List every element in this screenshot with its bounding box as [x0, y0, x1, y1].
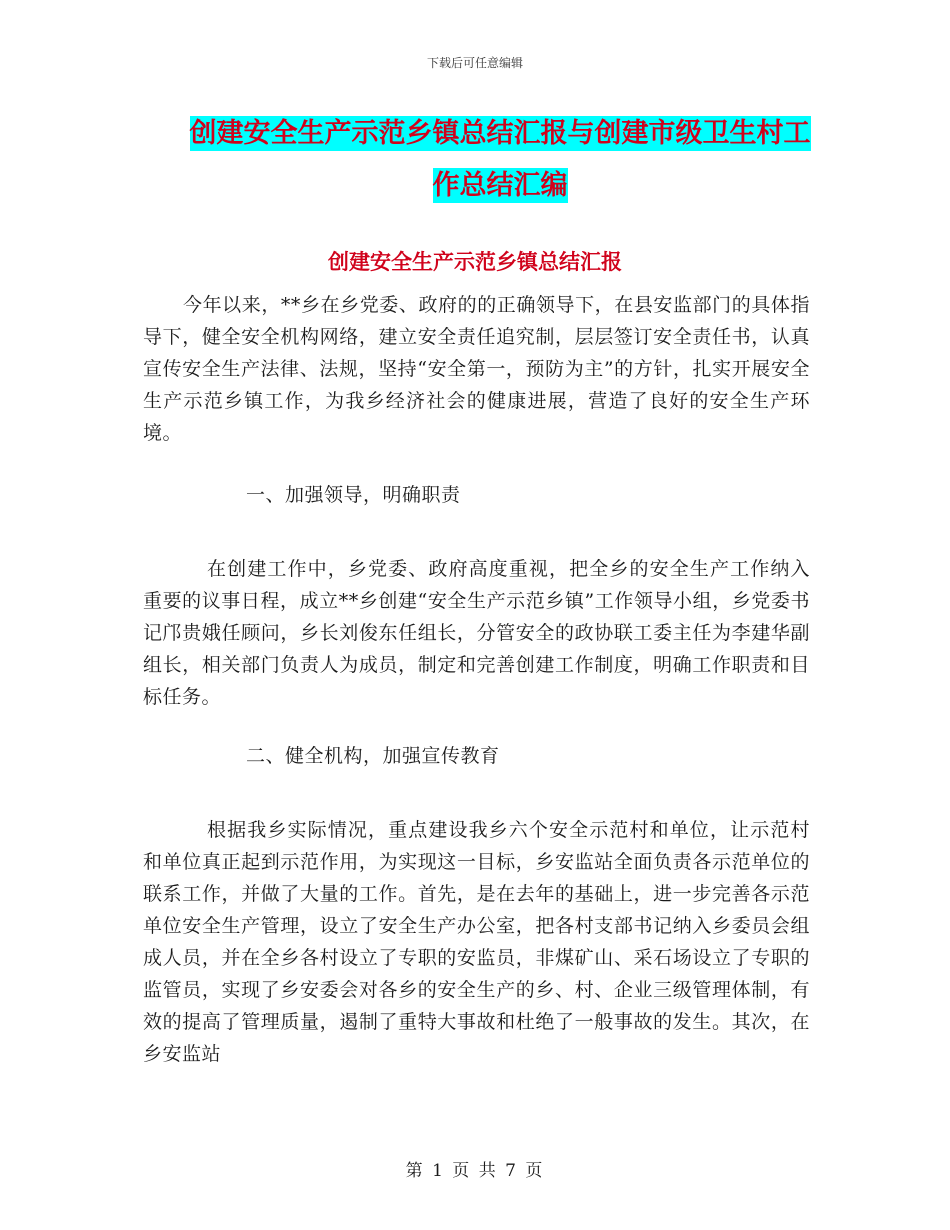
header-note: 下载后可任意编辑: [426, 56, 523, 70]
paragraph-organization: 根据我乡实际情况，重点建设我乡六个安全示范村和单位，让示范村和单位真正起到示范作用，为实现这一目标，乡安监站全面负责各示范单位的联系工作，并做了大量的工作。首先，是在去年的基础上，进一步完善各示范单位安全生产管理，设立了安全生产办公室，把各村支部书记纳入乡委员会组成人员，并在全乡各村设立了专职的安监员，非煤矿山、采石场设立了专职的监管员，实现了乡安委会对各乡的安全生产的乡、村、企业三级管理体制，有效的提高了管理质量，遏制了重特大事故和杜绝了一般事故的发生。其次，在乡安监站: [143, 819, 810, 1065]
page-footer: 第 1 页 共 7 页: [405, 1161, 545, 1181]
subheading-1: 一、加强领导，明确职责: [246, 484, 461, 506]
title-line-1: 创建安全生产示范乡镇总结汇报与创建市级卫生村工: [189, 118, 811, 149]
paragraph-intro: 今年以来，**乡在乡党委、政府的的正确领导下，在县安监部门的具体指导下，健全安全机构网络，建立安全责任追究制，层层签订安全责任书，认真宣传安全生产法律、法规，坚持“安全第一，预防为主”的方针，扎实开展安全生产示范乡镇工作，为我乡经济社会的健康进展，营造了良好的安全生产环境。: [143, 294, 810, 444]
subheading-2: 二、健全机构，加强宣传教育: [246, 745, 500, 767]
title-line-2: 作总结汇编: [432, 170, 568, 201]
document-title: [150, 108, 850, 212]
section-title: 创建安全生产示范乡镇总结汇报: [328, 250, 622, 274]
paragraph-leadership: 在创建工作中，乡党委、政府高度重视，把全乡的安全生产工作纳入重要的议事日程，成立**乡创建“安全生产示范乡镇”工作领导小组，乡党委书记邝贵娥任顾问，乡长刘俊东任组长，分管安全的政协联工委主任为李建华副组长，相关部门负责人为成员，制定和完善创建工作制度，明确工作职责和目标任务。: [143, 558, 810, 708]
